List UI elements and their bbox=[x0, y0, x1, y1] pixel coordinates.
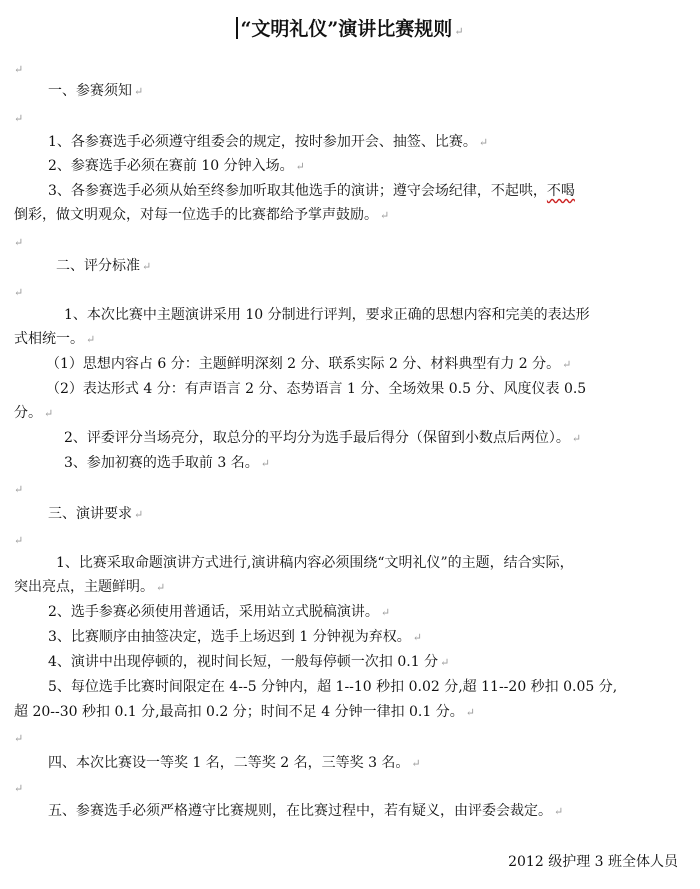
empty-paragraph bbox=[12, 479, 682, 500]
paragraph-mark-icon: ↵ bbox=[380, 209, 390, 222]
section3-item5-line2: 超 20--30 秒扣 0.1 分,最高扣 0.2 分；时间不足 4 分钟一律扣 0.1 分。 ↵ bbox=[14, 704, 475, 720]
section1-item1: 1、各参赛选手必须遵守组委会的规定，按时参加开会、抽签、比赛。 ↵ bbox=[48, 134, 489, 150]
section2-heading: 二、评分标准 ↵ bbox=[56, 258, 152, 274]
paragraph-mark-icon: ↵ bbox=[478, 136, 489, 149]
empty-paragraph bbox=[12, 232, 682, 253]
paragraph-mark-icon: ↵ bbox=[156, 581, 166, 594]
section4-paragraph: 四、本次比赛设一等奖 1 名，二等奖 2 名，三等奖 3 名。 ↵ bbox=[48, 755, 421, 771]
paragraph-mark-icon: ↵ bbox=[14, 732, 24, 745]
section3-item1-line1: 1、比赛采取命题演讲方式进行,演讲稿内容必须围绕“文明礼仪”的主题，结合实际， bbox=[56, 555, 574, 571]
section2-item1-line1: 1、本次比赛中主题演讲采用 10 分制进行评判，要求正确的思想内容和完美的表达形 bbox=[64, 307, 590, 323]
paragraph-mark-icon: ↵ bbox=[142, 260, 152, 273]
paragraph-mark-icon: ↵ bbox=[134, 508, 144, 521]
paragraph-mark-icon: ↵ bbox=[454, 25, 464, 38]
paragraph-mark-icon: ↵ bbox=[14, 534, 24, 547]
paragraph-mark-icon: ↵ bbox=[412, 631, 422, 644]
section1-item2: 2、参赛选手必须在赛前 10 分钟入场。 ↵ bbox=[48, 158, 305, 174]
section3-item1-line2: 突出亮点，主题鲜明。 ↵ bbox=[14, 579, 166, 595]
empty-paragraph bbox=[12, 778, 682, 799]
paragraph-mark-icon: ↵ bbox=[440, 656, 450, 669]
section2-sub1: （1）思想内容占 6 分：主题鲜明深刻 2 分、联系实际 2 分、材料典型有力 2 分。 ↵ bbox=[46, 356, 572, 372]
paragraph-mark-icon: ↵ bbox=[554, 805, 564, 818]
paragraph-mark-icon: ↵ bbox=[14, 782, 24, 795]
paragraph-mark-icon: ↵ bbox=[411, 757, 421, 770]
empty-paragraph bbox=[12, 59, 682, 80]
paragraph-mark-icon: ↵ bbox=[14, 112, 24, 125]
section2-item3: 3、参加初赛的选手取前 3 名。 ↵ bbox=[64, 455, 270, 471]
spellcheck-word: 不喝 bbox=[546, 183, 575, 199]
signature: 2012 级护理 3 班全体人员 bbox=[508, 854, 678, 870]
section3-item3: 3、比赛顺序由抽签决定，选手上场迟到 1 分钟视为弃权。 ↵ bbox=[48, 629, 422, 645]
paragraph-mark-icon: ↵ bbox=[260, 457, 270, 470]
paragraph-mark-icon: ↵ bbox=[571, 432, 582, 445]
section3-item2: 2、选手参赛必须使用普通话，采用站立式脱稿演讲。 ↵ bbox=[48, 604, 391, 620]
paragraph-mark-icon: ↵ bbox=[14, 236, 24, 249]
empty-paragraph bbox=[12, 728, 682, 749]
empty-paragraph bbox=[12, 530, 682, 551]
paragraph-mark-icon: ↵ bbox=[465, 706, 475, 719]
section5-paragraph: 五、参赛选手必须严格遵守比赛规则，在比赛过程中，若有疑义，由评委会裁定。 ↵ bbox=[48, 803, 564, 819]
section1-heading: 一、参赛须知 ↵ bbox=[48, 83, 144, 99]
section3-item5-line1: 5、每位选手比赛时间限定在 4--5 分钟内，超 1--10 秒扣 0.02 分,超 11--20 秒扣 0.05 分, bbox=[48, 679, 618, 695]
paragraph-mark-icon: ↵ bbox=[14, 63, 24, 76]
paragraph-mark-icon: ↵ bbox=[14, 483, 24, 496]
paragraph-mark-icon: ↵ bbox=[86, 333, 96, 346]
section1-item3-line2: 倒彩，做文明观众，对每一位选手的比赛都给予掌声鼓励。 ↵ bbox=[14, 207, 390, 223]
paragraph-mark-icon: ↵ bbox=[134, 85, 144, 98]
empty-paragraph bbox=[12, 282, 682, 303]
section2-item1-line2: 式相统一。 ↵ bbox=[14, 331, 96, 347]
section2-sub2-line2: 分。 ↵ bbox=[14, 405, 54, 421]
paragraph-mark-icon: ↵ bbox=[295, 160, 305, 173]
section2-sub2-line1: （2）表达形式 4 分：有声语言 2 分、态势语言 1 分、全场效果 0.5 分、风度仪表 0.5 bbox=[46, 381, 587, 397]
section1-item3-line1: 3、各参赛选手必须从始至终参加听取其他选手的演讲；遵守会场纪律，不起哄，不喝 bbox=[48, 183, 575, 199]
text-cursor bbox=[236, 17, 238, 39]
section3-heading: 三、演讲要求 ↵ bbox=[48, 506, 144, 522]
empty-paragraph bbox=[12, 108, 682, 129]
section2-item2: 2、评委评分当场亮分，取总分的平均分为选手最后得分（保留到小数点后两位）。 ↵ bbox=[64, 430, 582, 446]
paragraph-mark-icon: ↵ bbox=[44, 407, 54, 420]
document-title: “文明礼仪”演讲比赛规则 ↵ bbox=[0, 14, 700, 41]
section3-item4: 4、演讲中出现停顿的，视时间长短，一般每停顿一次扣 0.1 分 ↵ bbox=[48, 654, 450, 670]
paragraph-mark-icon: ↵ bbox=[562, 358, 572, 371]
paragraph-mark-icon: ↵ bbox=[380, 606, 391, 619]
paragraph-mark-icon: ↵ bbox=[14, 286, 24, 299]
